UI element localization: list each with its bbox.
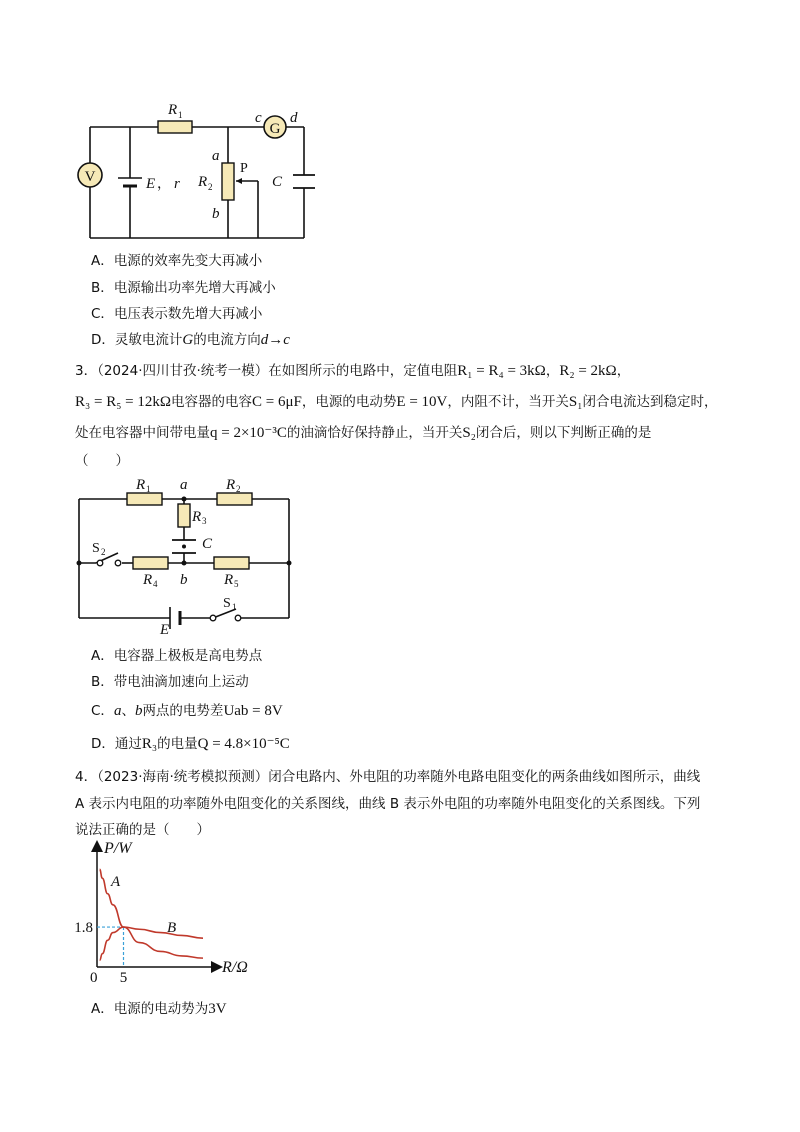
separator: ， — [616, 363, 631, 379]
option-a[interactable] — [91, 252, 262, 270]
label-P: P — [240, 161, 248, 176]
label-R5-sub: 5 — [234, 579, 239, 589]
option-math: b — [134, 703, 143, 719]
label-comma: ， — [157, 177, 171, 192]
math-expr: E = 10V — [396, 394, 448, 410]
label-R2-sub: 2 — [208, 182, 213, 192]
math-expr: R₁ = R₄ = 3kΩ — [457, 363, 546, 379]
label-b: b — [180, 572, 188, 588]
option-d[interactable] — [91, 331, 290, 349]
question-text: 电容器的电容 — [171, 394, 253, 410]
option-text: 电源的电动势为 — [113, 1001, 209, 1017]
option-letter: D． — [91, 332, 115, 348]
question-text: ，内阻不计，当开关 — [447, 394, 569, 410]
option-text: 电压表示数先增大再减小 — [113, 306, 263, 322]
label-S2: S — [92, 541, 100, 556]
option-letter: C． — [91, 703, 114, 719]
math-expr: R₃ = R₅ = 12kΩ — [75, 394, 172, 410]
label-R1: R — [136, 477, 146, 493]
question-text: 说法正确的是（ ） — [75, 822, 210, 838]
power-resistance-chart — [74, 835, 280, 986]
question-number: 4． — [75, 769, 98, 785]
q3-option-b[interactable] — [91, 673, 249, 691]
label-V: V — [84, 169, 96, 185]
option-math: Uab = 8V — [223, 703, 283, 719]
label-R1-sub: 1 — [178, 110, 183, 120]
question-text: 在如图所示的电路中，定值电阻 — [268, 363, 458, 379]
series-a-label: A — [111, 874, 121, 890]
option-letter: D． — [91, 736, 115, 752]
math-expr: C = 6μF — [252, 394, 302, 410]
question-text: 的油滴恰好保持静止，当开关 — [286, 425, 463, 441]
label-r: r — [174, 176, 180, 192]
label-d: d — [290, 110, 298, 126]
option-letter: A． — [91, 253, 114, 269]
question-3-answer-paren — [75, 452, 129, 470]
option-letter: B． — [91, 674, 114, 690]
label-S1-sub: 1 — [232, 602, 237, 612]
label-R4: R — [143, 572, 153, 588]
option-text: 、 — [121, 703, 135, 719]
option-text: 灵敏电流计 — [114, 332, 183, 348]
option-c[interactable] — [91, 305, 262, 323]
option-math: d→c — [260, 332, 290, 348]
question-text: ，电源的电动势 — [301, 394, 397, 410]
question-source: （2024·四川甘孜·统考一模） — [97, 363, 269, 379]
question-source: （2023·海南·统考模拟预测） — [97, 769, 269, 785]
option-b[interactable] — [91, 279, 276, 297]
label-R1: R — [168, 102, 178, 118]
label-R4-sub: 4 — [153, 579, 158, 589]
math-expr: S₁ — [568, 394, 583, 410]
question-3-line-1 — [75, 362, 630, 380]
question-text: 处在电容器中间带电量 — [75, 425, 210, 441]
y-tick-label: 1.8 — [74, 920, 93, 937]
option-text: 电源的效率先变大再减小 — [113, 253, 263, 269]
series-b-label: B — [167, 920, 177, 936]
option-text: 电容器上极板是高电势点 — [113, 648, 263, 664]
option-text: 两点的电势差 — [142, 703, 224, 719]
q3-option-c[interactable] — [91, 702, 283, 720]
option-math: 3V — [208, 1001, 227, 1017]
label-a: a — [180, 477, 188, 493]
option-text: 通过 — [114, 736, 142, 752]
question-4-line-2 — [75, 795, 700, 813]
option-letter: A． — [91, 1001, 114, 1017]
label-a: a — [212, 148, 220, 164]
q3-option-d[interactable] — [91, 735, 290, 753]
separator: ， — [545, 363, 560, 379]
option-math: a — [113, 703, 122, 719]
question-text: 闭合电流达到稳定时， — [582, 394, 718, 410]
option-letter: C． — [91, 306, 114, 322]
math-expr: S₂ — [462, 425, 476, 441]
question-4-line-1 — [75, 768, 700, 786]
option-text: 带电油滴加速向上运动 — [113, 674, 249, 690]
label-S2-sub: 2 — [101, 547, 106, 557]
question-text: 闭合后，则以下判断正确的是 — [475, 425, 652, 441]
q3-option-a[interactable] — [91, 647, 262, 665]
label-S1: S — [223, 596, 231, 611]
option-letter: A． — [91, 648, 114, 664]
x-axis-label: R/Ω — [222, 959, 248, 976]
question-3-line-3 — [75, 424, 651, 442]
option-math: R₃ — [141, 736, 158, 752]
label-R2: R — [226, 477, 236, 493]
origin-label: 0 — [90, 970, 98, 986]
label-b: b — [212, 206, 220, 222]
circuit-diagram-2 — [75, 475, 305, 638]
label-R2: R — [198, 174, 208, 190]
label-R3: R — [192, 509, 202, 525]
curve-b — [100, 927, 203, 960]
circuit-diagram-1 — [75, 95, 395, 245]
label-C: C — [202, 536, 213, 552]
q4-option-a[interactable] — [91, 1000, 227, 1018]
label-R1-sub: 1 — [146, 484, 151, 494]
question-3-line-2 — [75, 393, 717, 411]
question-text: A 表示内电阻的功率随外电阻变化的关系图线，曲线 B 表示外电阻的功率随外电阻变化的关系图线。下列 — [75, 796, 701, 812]
option-math: Q = 4.8×10⁻⁵C — [197, 736, 290, 752]
label-R2-sub: 2 — [236, 484, 241, 494]
x-tick-label: 5 — [119, 970, 128, 986]
math-expr: q = 2×10⁻³C — [210, 425, 287, 441]
option-math: G — [182, 332, 194, 348]
label-R3-sub: 3 — [202, 516, 207, 526]
label-E: E — [146, 176, 156, 192]
y-axis-label: P/W — [104, 840, 132, 857]
option-letter: B． — [91, 280, 114, 296]
question-number: 3． — [75, 363, 98, 379]
option-text: 的电量 — [157, 736, 198, 752]
label-c: c — [255, 110, 262, 126]
math-expr: R₂ = 2kΩ — [559, 363, 617, 379]
label-G: G — [269, 121, 281, 137]
answer-paren: （ ） — [75, 453, 129, 469]
label-E: E — [160, 622, 170, 638]
label-R5: R — [224, 572, 234, 588]
option-text: 的电流方向 — [193, 332, 261, 348]
label-C: C — [272, 174, 283, 190]
option-text: 电源输出功率先增大再减小 — [113, 280, 276, 296]
question-text: 闭合电路内、外电阻的功率随外电路电阻变化的两条曲线如图所示，曲线 — [268, 769, 701, 785]
